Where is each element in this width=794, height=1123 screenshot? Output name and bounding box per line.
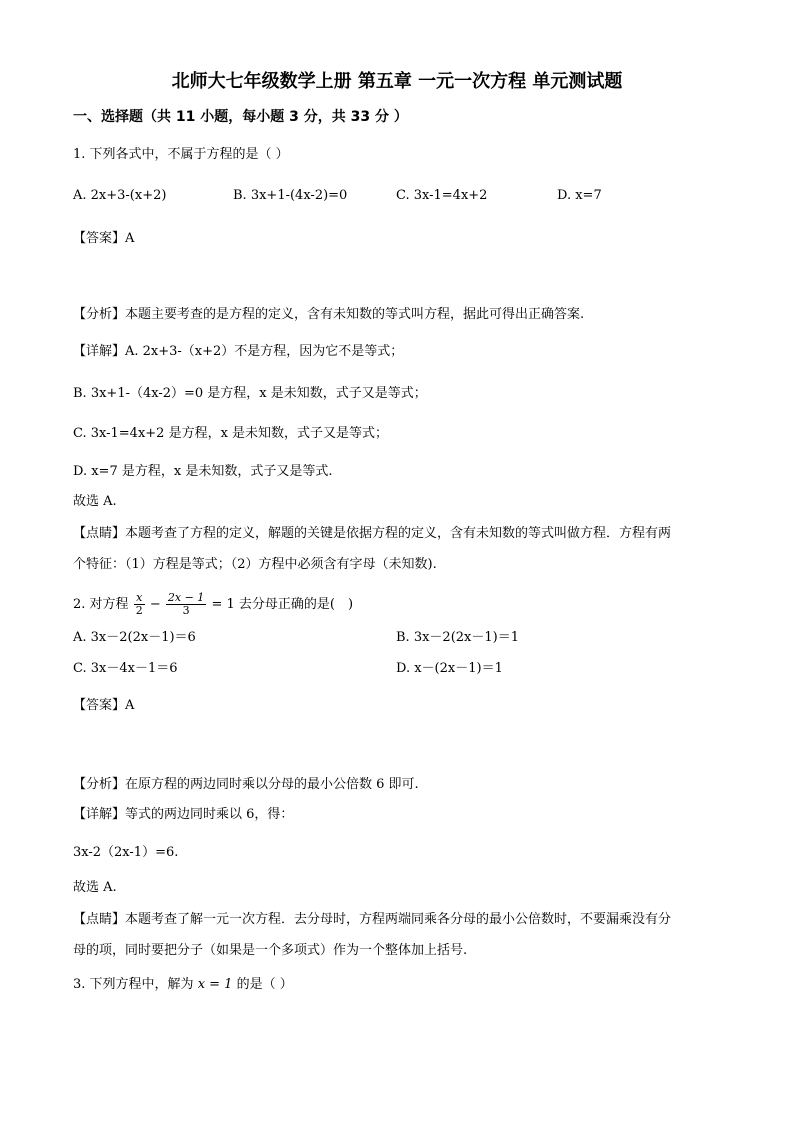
- q1-choose: 故选 A.: [73, 494, 117, 509]
- q2-choose: 故选 A.: [73, 880, 117, 895]
- q2-answer: 【答案】A: [73, 698, 135, 713]
- q2-option-c: C. 3x－4x－1＝6: [73, 661, 178, 676]
- q1-detail-c: C. 3x-1=4x+2 是方程，x 是未知数，式子又是等式；: [73, 426, 389, 441]
- q2-option-b: B. 3x－2(2x－1)＝1: [396, 630, 519, 645]
- q2-comment-line1: 【点睛】本题考查了解一元一次方程．去分母时，方程两端同乘各分母的最小公倍数时，不要漏乘没有分: [73, 912, 672, 927]
- q1-comment-line2: 个特征：（1）方程是等式；（2）方程中必须含有字母（未知数).: [73, 557, 437, 572]
- page-title: 北师大七年级数学上册 第五章 一元一次方程 单元测试题: [171, 71, 623, 92]
- q1-detail-d: D. x=7 是方程，x 是未知数，式子又是等式.: [73, 464, 333, 479]
- q2-step: 3x-2（2x-1）=6.: [73, 845, 179, 860]
- q1-detail-b: B. 3x+1-（4x-2）=0 是方程，x 是未知数，式子又是等式；: [73, 386, 427, 401]
- q1-analysis: 【分析】本题主要考查的是方程的定义，含有未知数的等式叫方程，据此可得出正确答案.: [73, 307, 585, 322]
- q3-stem: [73, 976, 293, 994]
- q1-option-d: D. x=7: [557, 188, 602, 203]
- q2-analysis: 【分析】在原方程的两边同时乘以分母的最小公倍数 6 即可.: [73, 777, 419, 792]
- q2-option-a: A. 3x－2(2x－1)＝6: [73, 630, 196, 645]
- q2-comment-line2: 母的项，同时要把分子（如果是一个多项式）作为一个整体加上括号.: [73, 943, 468, 958]
- q2-equals-one: = 1: [211, 597, 235, 612]
- q2-minus-sign: −: [149, 597, 161, 612]
- q2-frac2-denominator: 3: [182, 604, 190, 617]
- q1-option-c: C. 3x-1=4x+2: [396, 188, 488, 203]
- q1-option-b: B. 3x+1-(4x-2)=0: [233, 188, 348, 203]
- q1-stem: 1. 下列各式中，不属于方程的是（ ）: [73, 147, 289, 162]
- q2-frac2-numerator: 2x − 1: [167, 591, 205, 604]
- q2-option-d: D. x－(2x－1)＝1: [396, 661, 503, 676]
- q2-detail: 【详解】等式的两边同时乘以 6，得：: [73, 807, 294, 822]
- q2-stem-suffix: 去分母正确的是( ): [238, 597, 354, 612]
- q1-comment-line1: 【点睛】本题考查了方程的定义，解题的关键是依据方程的定义，含有未知数的等式叫做方程．方程有两: [73, 526, 672, 541]
- q2-fraction-2: [166, 592, 206, 617]
- q3-stem-math: x = 1: [197, 977, 233, 992]
- q2-frac1-denominator: 2: [135, 604, 143, 617]
- q2-fraction-1: [134, 592, 145, 617]
- q3-stem-prefix: 3. 下列方程中，解为: [73, 977, 194, 992]
- q1-option-a: A. 2x+3-(x+2): [73, 188, 167, 203]
- q3-stem-suffix: 的是（ ）: [236, 977, 293, 992]
- q2-stem: [73, 588, 353, 622]
- q1-answer: 【答案】A: [73, 231, 135, 246]
- section-heading-choice: 一、选择题（共 11 小题，每小题 3 分，共 33 分 ）: [73, 109, 408, 125]
- q1-detail-a: 【详解】A. 2x+3-（x+2）不是方程，因为它不是等式；: [73, 344, 404, 359]
- q2-stem-prefix: 2. 对方程: [73, 597, 129, 612]
- q2-frac1-numerator: x: [134, 592, 145, 605]
